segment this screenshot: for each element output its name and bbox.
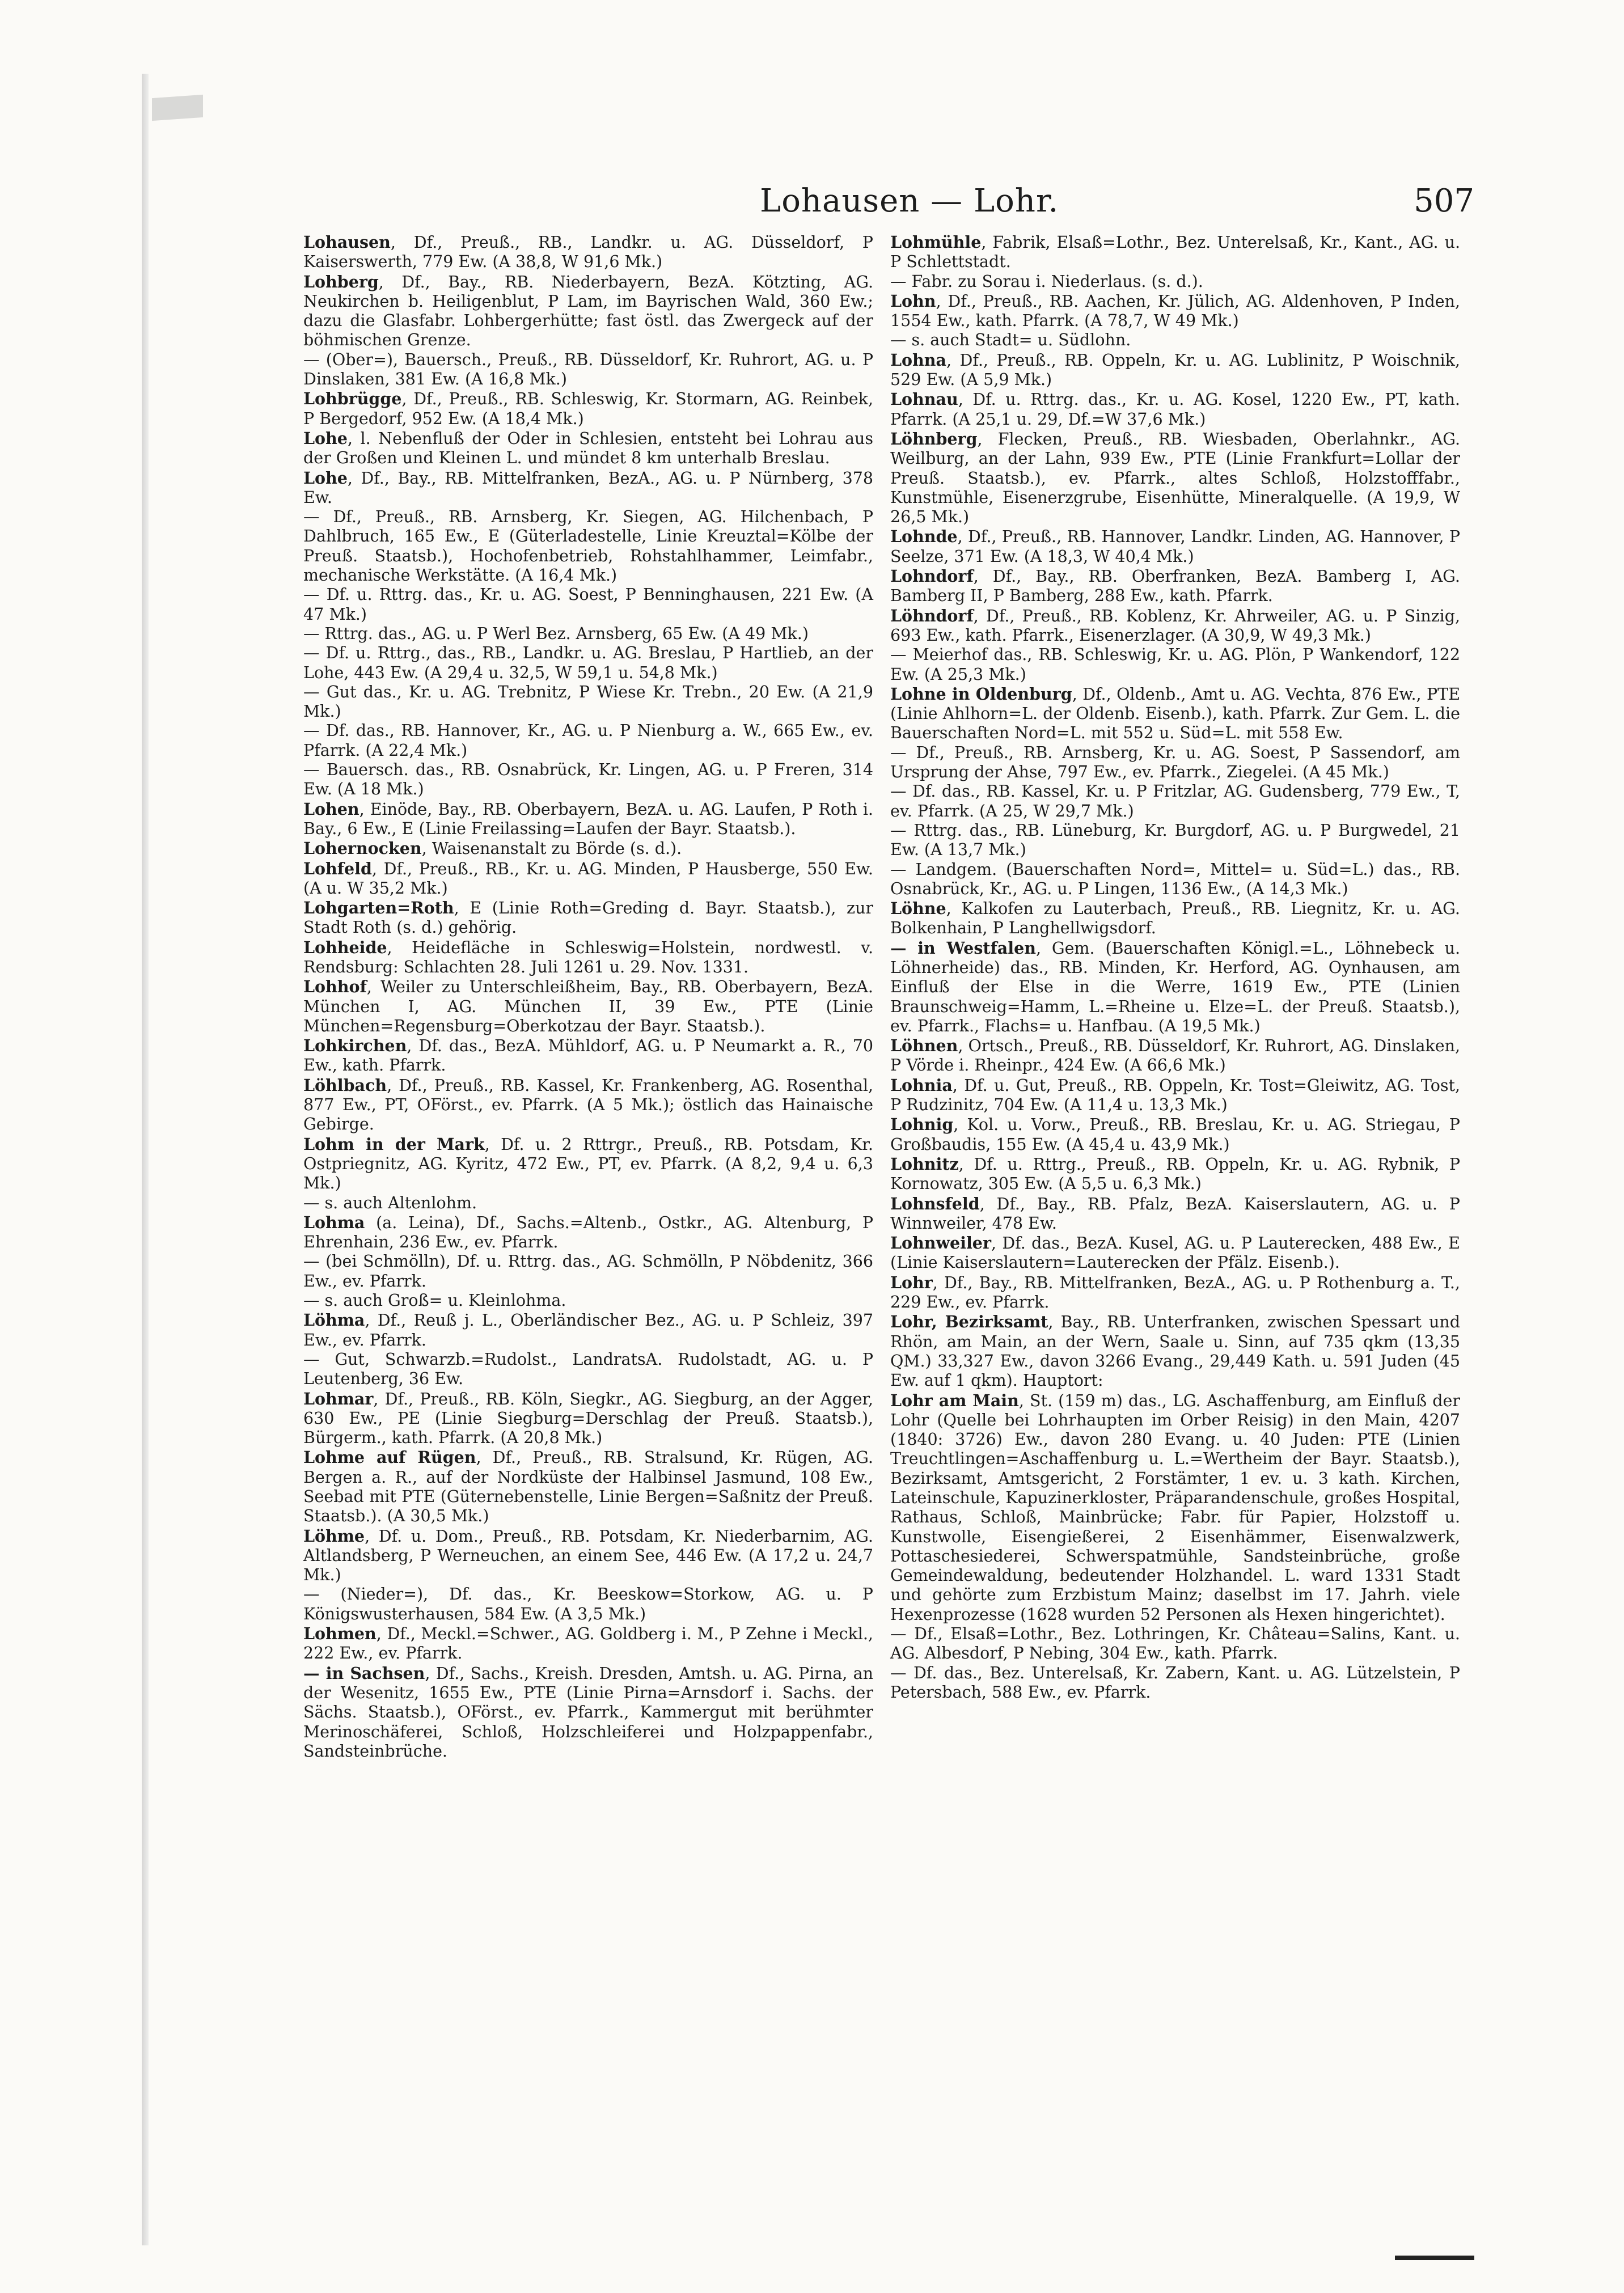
dictionary-entry [303,389,873,429]
entry-text: , l. Nebenfluß der Oder in Schlesien, entsteht bei Lohrau aus der Großen und Kleinen L. und mündet 8 km unterhalb Breslau. [303,429,873,468]
entry-text: , Df., Preuß., RB. Oppeln, Kr. u. AG. Lublinitz, P Woischnik, 529 Ew. (A 5,9 Mk.) [890,350,1460,390]
entry-headword: Lohnitz [890,1154,959,1174]
entry-text: , Einöde, Bay., RB. Oberbayern, BezA. u. AG. Laufen, P Roth i. Bay., 6 Ew., E (Linie Freilassing=Laufen der Bayr. Staatsb.). [303,799,873,838]
left-column [303,232,873,1761]
entry-headword: Löhlbach [303,1075,387,1095]
entry-headword: Lohr, Bezirksamt [890,1312,1048,1332]
dictionary-entry [890,1624,1460,1664]
dictionary-entry [303,624,873,644]
entry-text: — Gut, Schwarzb.=Rudolst., LandratsA. Rudolstadt, AG. u. P Leutenberg, 36 Ew. [303,1349,873,1389]
dictionary-entry [890,1194,1460,1234]
dictionary-entry [303,1291,873,1310]
scan-binding-edge [142,74,149,2245]
dictionary-entry [890,899,1460,938]
dictionary-entry [303,898,873,938]
entry-text: — s. auch Groß= u. Kleinlohma. [303,1291,566,1310]
entry-text: , Df. u. Rttrg., Preuß., RB. Oppeln, Kr. u. AG. Rybnik, P Kornowatz, 305 Ew. (A 5,5 u. 6,3 Mk.) [890,1154,1460,1194]
entry-headword: Lohmar [303,1389,374,1408]
dictionary-entry [890,1391,1460,1625]
dictionary-entry [303,644,873,683]
entry-headword: Löhnberg [890,429,978,449]
entry-text: — (Nieder=), Df. das., Kr. Beeskow=Storkow, AG. u. P Königswusterhausen, 584 Ew. (A 3,5 Mk.) [303,1585,873,1623]
entry-text: , Flecken, Preuß., RB. Wiesbaden, Oberlahnkr., AG. Weilburg, an der Lahn, 939 Ew., PTE (Linie Frankfurt=Lollar der Preuß. Staatsb.), ev. Pfarrk., altes Schloß, Holzstofffabr., Kunstmühle, Eisenerzgrube, Eisenhütte, Mineralquelle. (A 19,9, W 26,5 Mk.) [890,429,1460,527]
entry-text: , Df., Preuß., RB. Köln, Siegkr., AG. Siegburg, an der Agger, 630 Ew., PE (Linie Siegburg=Derschlag der Preuß. Staatsb.), Bürgerm., kath. Pfarrk. (A 20,8 Mk.) [303,1389,873,1448]
dictionary-entry [890,684,1460,743]
dictionary-entry [303,1526,873,1585]
dictionary-entry [303,1252,873,1291]
entry-headword: Lohnia [890,1075,953,1095]
dictionary-entry [303,507,873,585]
entry-headword: Lohgarten=Roth [303,898,454,918]
entry-headword: Lohfeld [303,858,372,878]
entry-headword: Löhne [890,899,946,919]
entry-headword: Lohnau [890,390,958,409]
dictionary-entry [890,860,1460,899]
dictionary-entry [303,350,873,390]
dictionary-entry [303,272,873,350]
entry-text: , Df., Meckl.=Schwer., AG. Goldberg i. M., P Zehne i Meckl., 222 Ew., ev. Pfarrk. [303,1624,873,1663]
entry-text: , Kol. u. Vorw., Preuß., RB. Breslau, Kr. u. AG. Striegau, P Großbaudis, 155 Ew. (A 45,4 u. 43,9 Mk.) [890,1115,1460,1154]
entry-headword: — in Sachsen [303,1663,425,1683]
entry-text: — (Ober=), Bauersch., Preuß., RB. Düsseldorf, Kr. Ruhrort, AG. u. P Dinslaken, 381 Ew. (A 16,8 Mk.) [303,350,873,389]
dictionary-entry [303,977,873,1036]
dictionary-entry [890,1273,1460,1313]
entry-text: , Df., Preuß., RB. Stralsund, Kr. Rügen, AG. Bergen a. R., auf der Nordküste der Halbinsel Jasmund, 108 Ew., Seebad mit PTE (Güternebenstelle, Linie Bergen=Saßnitz der Preuß. Staatsb.). (A 30,5 Mk.) [303,1448,873,1526]
dictionary-entry [890,606,1460,646]
entry-text: — Rttrg. das., RB. Lüneburg, Kr. Burgdorf, AG. u. P Burgwedel, 21 Ew. (A 13,7 Mk.) [890,820,1460,860]
dictionary-entry [303,1448,873,1526]
entry-text: — Df., Elsaß=Lothr., Bez. Lothringen, Kr. Château=Salins, Kant. u. AG. Albesdorf, P Nebing, 304 Ew., kath. Pfarrk. [890,1624,1460,1663]
dictionary-entry [303,1076,873,1135]
entry-headword: Lohberg [303,272,379,291]
dictionary-entry [890,1664,1460,1703]
dictionary-entry [890,566,1460,606]
entry-headword: Lohe [303,428,348,448]
entry-text: — Rttrg. das., AG. u. P Werl Bez. Arnsberg, 65 Ew. (A 49 Mk.) [303,624,809,643]
entry-text: — Gut das., Kr. u. AG. Trebnitz, P Wiese Kr. Trebn., 20 Ew. (A 21,9 Mk.) [303,682,873,721]
dictionary-entry [303,232,873,272]
page-header [363,183,1474,222]
dictionary-entry [890,782,1460,821]
bottom-rule [1395,2256,1474,2260]
dictionary-entry [303,859,873,899]
entry-text: , Df., Reuß j. L., Oberländischer Bez., AG. u. P Schleiz, 397 Ew., ev. Pfarrk. [303,1311,873,1349]
entry-headword: Lohmühle [890,232,982,252]
entry-text: , Fabrik, Elsaß=Lothr., Bez. Unterelsaß, Kr., Kant., AG. u. P Schlettstadt. [890,233,1460,272]
entry-text: — Meierhof das., RB. Schleswig, Kr. u. AG. Plön, P Wankendorf, 122 Ew. (A 25,3 Mk.) [890,645,1460,684]
entry-headword: Lohbrügge [303,389,402,409]
running-title: Lohausen — Lohr. [760,183,1059,219]
dictionary-entry [303,938,873,978]
entry-text: , Kalkofen zu Lauterbach, Preuß., RB. Liegnitz, Kr. u. AG. Bolkenhain, P Langhellwigsdorf. [890,899,1460,938]
entry-headword: Lohne in Oldenburg [890,684,1072,704]
entry-text: — Df., Preuß., RB. Arnsberg, Kr. u. AG. Soest, P Sassendorf, am Ursprung der Ahse, 797 Ew., ev. Pfarrk., Ziegelei. (A 45 Mk.) [890,743,1460,782]
entry-text: — Df. u. Rttrg. das., Kr. u. AG. Soest, P Benninghausen, 221 Ew. (A 47 Mk.) [303,585,873,624]
entry-text: , Df., Oldenb., Amt u. AG. Vechta, 876 Ew., PTE (Linie Ahlhorn=L. der Oldenb. Eisenb.), kath. Pfarrk. Zur Gem. L. die Bauerschaften Nord=L. mit 552 u. Süd=L. mit 558 Ew. [890,684,1460,743]
entry-headword: Löhme [303,1526,365,1546]
dictionary-entry [890,1036,1460,1076]
entry-text: — Df. das., Bez. Unterelsaß, Kr. Zabern, Kant. u. AG. Lützelstein, P Petersbach, 588 Ew., ev. Pfarrk. [890,1663,1460,1702]
entry-headword: Lohe [303,468,348,488]
dictionary-entry [303,1585,873,1624]
entry-headword: Lohna [890,350,946,370]
entry-text: , Df. das., BezA. Mühldorf, AG. u. P Neumarkt a. R., 70 Ew., kath. Pfarrk. [303,1036,873,1075]
entry-text: , Df., Bay., RB. Pfalz, BezA. Kaiserslautern, AG. u. P Winnweiler, 478 Ew. [890,1194,1460,1233]
dictionary-entry [890,527,1460,566]
entry-text: , Df. u. 2 Rttrgr., Preuß., RB. Potsdam, Kr. Ostpriegnitz, AG. Kyritz, 472 Ew., PT, ev. Pfarrk. (A 8,2, 9,4 u. 6,3 Mk.) [303,1135,873,1193]
entry-headword: Lohernocken [303,839,422,858]
entry-text: , Df., Preuß., RB., Landkr. u. AG. Düsseldorf, P Kaiserswerth, 779 Ew. (A 38,8, W 91,6 Mk.) [303,233,873,272]
dictionary-entry [303,1389,873,1448]
entry-headword: Lohhof [303,977,367,997]
dictionary-entry [890,331,1460,350]
entry-text: , Df. u. Dom., Preuß., RB. Potsdam, Kr. Niederbarnim, AG. Altlandsberg, P Werneuchen, an einem See, 446 Ew. (A 17,2 u. 24,7 Mk.) [303,1526,873,1585]
dictionary-entry [303,760,873,799]
dictionary-entry [303,1624,873,1664]
entry-headword: Löhnen [890,1036,958,1056]
entry-headword: Löhndorf [890,606,974,625]
dictionary-entry [303,585,873,624]
entry-text: — s. auch Stadt= u. Südlohn. [890,331,1131,350]
entry-headword: Lohnig [890,1115,954,1135]
dictionary-entry [303,1213,873,1253]
entry-text: , Weiler zu Unterschleißheim, Bay., RB. Oberbayern, BezA. München I, AG. München II, 39 Ew., PTE (Linie München=Regensburg=Oberkotzau der Bayr. Staatsb.). [303,978,873,1035]
dictionary-entry [890,1312,1460,1390]
entry-text: (a. Leina), Df., Sachs.=Altenb., Ostkr., AG. Altenburg, P Ehrenhain, 236 Ew., ev. Pfarrk. [303,1213,873,1252]
dictionary-entry [303,1310,873,1350]
entry-text: , Df., Preuß., RB., Kr. u. AG. Minden, P Hausberge, 550 Ew. (A u. W 35,2 Mk.) [303,859,873,898]
entry-text: — Df., Preuß., RB. Arnsberg, Kr. Siegen, AG. Hilchenbach, P Dahlbruch, 165 Ew., E (Güterladestelle, Linie Kreuztal=Kölbe der Preuß. Staatsb.), Hochofenbetrieb, Rohstahlhammer, Leimfabr., mechanische Werkstätte. (A 16,4 Mk.) [303,507,873,585]
dictionary-entry [303,839,873,858]
dictionary-entry [890,743,1460,782]
entry-text: , Ortsch., Preuß., RB. Düsseldorf, Kr. Ruhrort, AG. Dinslaken, P Vörde i. Rheinpr., 424 Ew. (A 66,6 Mk.) [890,1036,1461,1075]
dictionary-entry [890,232,1460,272]
entry-text: — Df. das., RB. Hannover, Kr., AG. u. P Nienburg a. W., 665 Ew., ev. Pfarrk. (A 22,4 Mk.) [303,721,873,760]
dictionary-entry [303,1135,873,1194]
entry-text: , Df. das., BezA. Kusel, AG. u. P Lauterecken, 488 Ew., E (Linie Kaiserslautern=Lauterecken der Pfälz. Eisenb.). [890,1234,1460,1272]
entry-headword: Lohmen [303,1624,377,1644]
entry-headword: Lohr am Main [890,1390,1019,1410]
entry-text: , Bay., RB. Unterfranken, zwischen Spessart und Rhön, am Main, an der Wern, Saale u. Sinn, auf 735 qkm (13,35 QM.) 33,327 Ew., davon 3266 Evang., 29,449 Kath. u. 591 Juden (45 Ew. auf 1 qkm). Hauptort: [890,1313,1460,1390]
entry-text: , E (Linie Roth=Greding d. Bayr. Staatsb.), zur Stadt Roth (s. d.) gehörig. [303,899,873,937]
entry-text: , Df., Preuß., RB. Koblenz, Kr. Ahrweiler, AG. u. P Sinzig, 693 Ew., kath. Pfarrk., Eisenerzlager. (A 30,9, W 49,3 Mk.) [890,606,1460,645]
entry-text: , Df., Bay., RB. Mittelfranken, BezA., AG. u. P Rothenburg a. T., 229 Ew., ev. Pfarrk. [890,1273,1460,1312]
entry-text: , Df., Bay., RB. Niederbayern, BezA. Kötzting, AG. Neukirchen b. Heiligenblut, P Lam, im Bayrischen Wald, 360 Ew.; dazu die Glasfabr. Lohbergerhütte; fast östl. das Zwergeck auf der böhmischen Grenze. [303,272,873,350]
entry-headword: Lohm in der Mark [303,1134,485,1154]
dictionary-entry [303,721,873,760]
entry-text: , Df., Preuß., RB. Aachen, Kr. Jülich, AG. Aldenhoven, P Inden, 1554 Ew., kath. Pfarrk. (A 78,7, W 49 Mk.) [890,291,1460,331]
dictionary-entry [303,1350,873,1389]
dictionary-entry [890,429,1460,527]
entry-text: — Bauersch. das., RB. Osnabrück, Kr. Lingen, AG. u. P Freren, 314 Ew. (A 18 Mk.) [303,760,873,799]
entry-text: , Heidefläche in Schleswig=Holstein, nordwestl. v. Rendsburg: Schlachten 28. Juli 1261 u. 29. Nov. 1331. [303,938,873,976]
dictionary-entry [890,1076,1460,1115]
entry-text: — Df. u. Rttrg., das., RB., Landkr. u. AG. Breslau, P Hartlieb, an der Lohe, 443 Ew. (A 29,4 u. 32,5, W 59,1 u. 54,8 Mk.) [303,644,873,682]
scan-artifact [152,95,203,121]
entry-headword: Lohen [303,799,360,819]
dictionary-entry [890,1233,1460,1273]
page-number: 507 [1414,183,1474,219]
entry-headword: Lohma [303,1212,365,1232]
entry-headword: Lohheide [303,937,387,957]
dictionary-entry [303,468,873,508]
entry-text: , Df., Preuß., RB. Hannover, Landkr. Linden, AG. Hannover, P Seelze, 371 Ew. (A 18,3, W 40,4 Mk.) [890,527,1460,566]
entry-text: , Waisenanstalt zu Börde (s. d.). [421,839,682,858]
entry-headword: Lohndorf [890,566,974,586]
dictionary-entry [890,350,1460,390]
entry-text: , Df., Preuß., RB. Schleswig, Kr. Stormarn, AG. Reinbek, P Bergedorf, 952 Ew. (A 18,4 Mk.) [303,390,873,428]
entry-text: , Df., Bay., RB. Oberfranken, BezA. Bamberg I, AG. Bamberg II, P Bamberg, 288 Ew., kath. Pfarrk. [890,567,1460,606]
dictionary-entry [890,821,1460,860]
entry-text: , Df., Sachs., Kreish. Dresden, Amtsh. u. AG. Pirna, an der Wesenitz, 1655 Ew., PTE (Linie Pirna=Arnsdorf i. Sachs. der Sächs. Staatsb.), OFörst., ev. Pfarrk., Kammergut mit berühmter Merinoschäferei, Schloß, Holzschleiferei und Holzpappenfabr., Sandsteinbrüche. [303,1664,873,1761]
dictionary-entry [890,938,1460,1036]
dictionary-entry [890,645,1460,684]
dictionary-entry [303,799,873,839]
entry-text: , Df. u. Rttrg. das., Kr. u. AG. Kosel, 1220 Ew., PT, kath. Pfarrk. (A 25,1 u. 29, Df.=W 37,6 Mk.) [890,390,1460,429]
entry-text: , Df., Bay., RB. Mittelfranken, BezA., AG. u. P Nürnberg, 378 Ew. [303,468,873,507]
dictionary-entry [890,272,1460,291]
entry-text: — (bei Schmölln), Df. u. Rttrg. das., AG. Schmölln, P Nöbdenitz, 366 Ew., ev. Pfarrk. [303,1252,873,1291]
dictionary-entry [303,1036,873,1076]
right-column [890,232,1460,1702]
dictionary-entry [303,683,873,722]
dictionary-entry [890,1154,1460,1194]
entry-headword: Lohme auf Rügen [303,1448,476,1467]
dictionary-entry [303,1664,873,1761]
entry-text: , St. (159 m) das., LG. Aschaffenburg, am Einfluß der Lohr (Quelle bei Lohrhaupten im Orber Reisig) in den Main, 4207 (1840: 3726) Ew., davon 280 Evang. u. 40 Juden: PTE (Linien Treuchtlingen=Aschaffenburg u. L.=Wertheim der Bayr. Staatsb.), Bezirksamt, Amtsgericht, 2 Forstämter, 1 ev. u. 3 kath. Kirchen, Lateinschule, Kapuzinerkloster, Präparandenschule, großes Hospital, Rathaus, Schloß, Mainbrücke; Fabr. für Papier, Holzstoff u. Kunstwolle, Eisengießerei, 2 Eisenhämmer, Eisenwalzwerk, Pottaschesiederei, Schwerspatmühle, Sandsteinbrüche, große Gemeindewaldung, bedeutender Holzhandel. L. ward 1331 Stadt und gehörte zum Erzbistum Mainz; daselbst im 17. Jahrh. viele Hexenprozesse (1628 wurden 52 Personen als Hexen hingerichtet). [890,1391,1460,1624]
entry-headword: Lohausen [303,232,391,252]
entry-headword: — in Westfalen [890,938,1036,958]
entry-text: , Gem. (Bauerschaften Königl.=L., Löhnebeck u. Löhnerheide) das., RB. Minden, Kr. Herford, AG. Oynhausen, am Einfluß der Else in die Werre, 1619 Ew., PTE (Linien Braunschweig=Hamm, L.=Rheine u. Elze=L. der Preuß. Staatsb.), ev. Pfarrk., Flachs= u. Hanfbau. (A 19,5 Mk.) [890,938,1460,1035]
entry-text: — s. auch Altenlohm. [303,1193,477,1212]
entry-headword: Löhma [303,1310,365,1330]
entry-text: , Df. u. Gut, Preuß., RB. Oppeln, Kr. Tost=Gleiwitz, AG. Tost, P Rudzinitz, 704 Ew. (A 11,4 u. 13,3 Mk.) [890,1076,1460,1115]
dictionary-entry [890,390,1460,429]
entry-headword: Lohnsfeld [890,1194,980,1213]
dictionary-entry [890,1115,1460,1154]
entry-text: — Fabr. zu Sorau i. Niederlaus. (s. d.). [890,272,1203,291]
entry-headword: Lohn [890,291,936,311]
entry-text: — Df. das., RB. Kassel, Kr. u. P Fritzlar, AG. Gudensberg, 779 Ew., T, ev. Pfarrk. (A 25, W 29,7 Mk.) [890,782,1460,820]
entry-text: — Landgem. (Bauerschaften Nord=, Mittel= u. Süd=L.) das., RB. Osnabrück, Kr., AG. u. P Lingen, 1136 Ew., (A 14,3 Mk.) [890,860,1460,898]
entry-text: , Df., Preuß., RB. Kassel, Kr. Frankenberg, AG. Rosenthal, 877 Ew., PT, OFörst., ev. Pfarrk. (A 5 Mk.); östlich das Hainaische Gebirge. [303,1076,873,1134]
entry-headword: Lohnde [890,527,958,547]
entry-headword: Lohnweiler [890,1233,991,1253]
dictionary-entry [303,1194,873,1213]
dictionary-entry [890,291,1460,331]
entry-headword: Lohkirchen [303,1036,407,1056]
dictionary-entry [303,429,873,468]
entry-headword: Lohr [890,1272,933,1292]
